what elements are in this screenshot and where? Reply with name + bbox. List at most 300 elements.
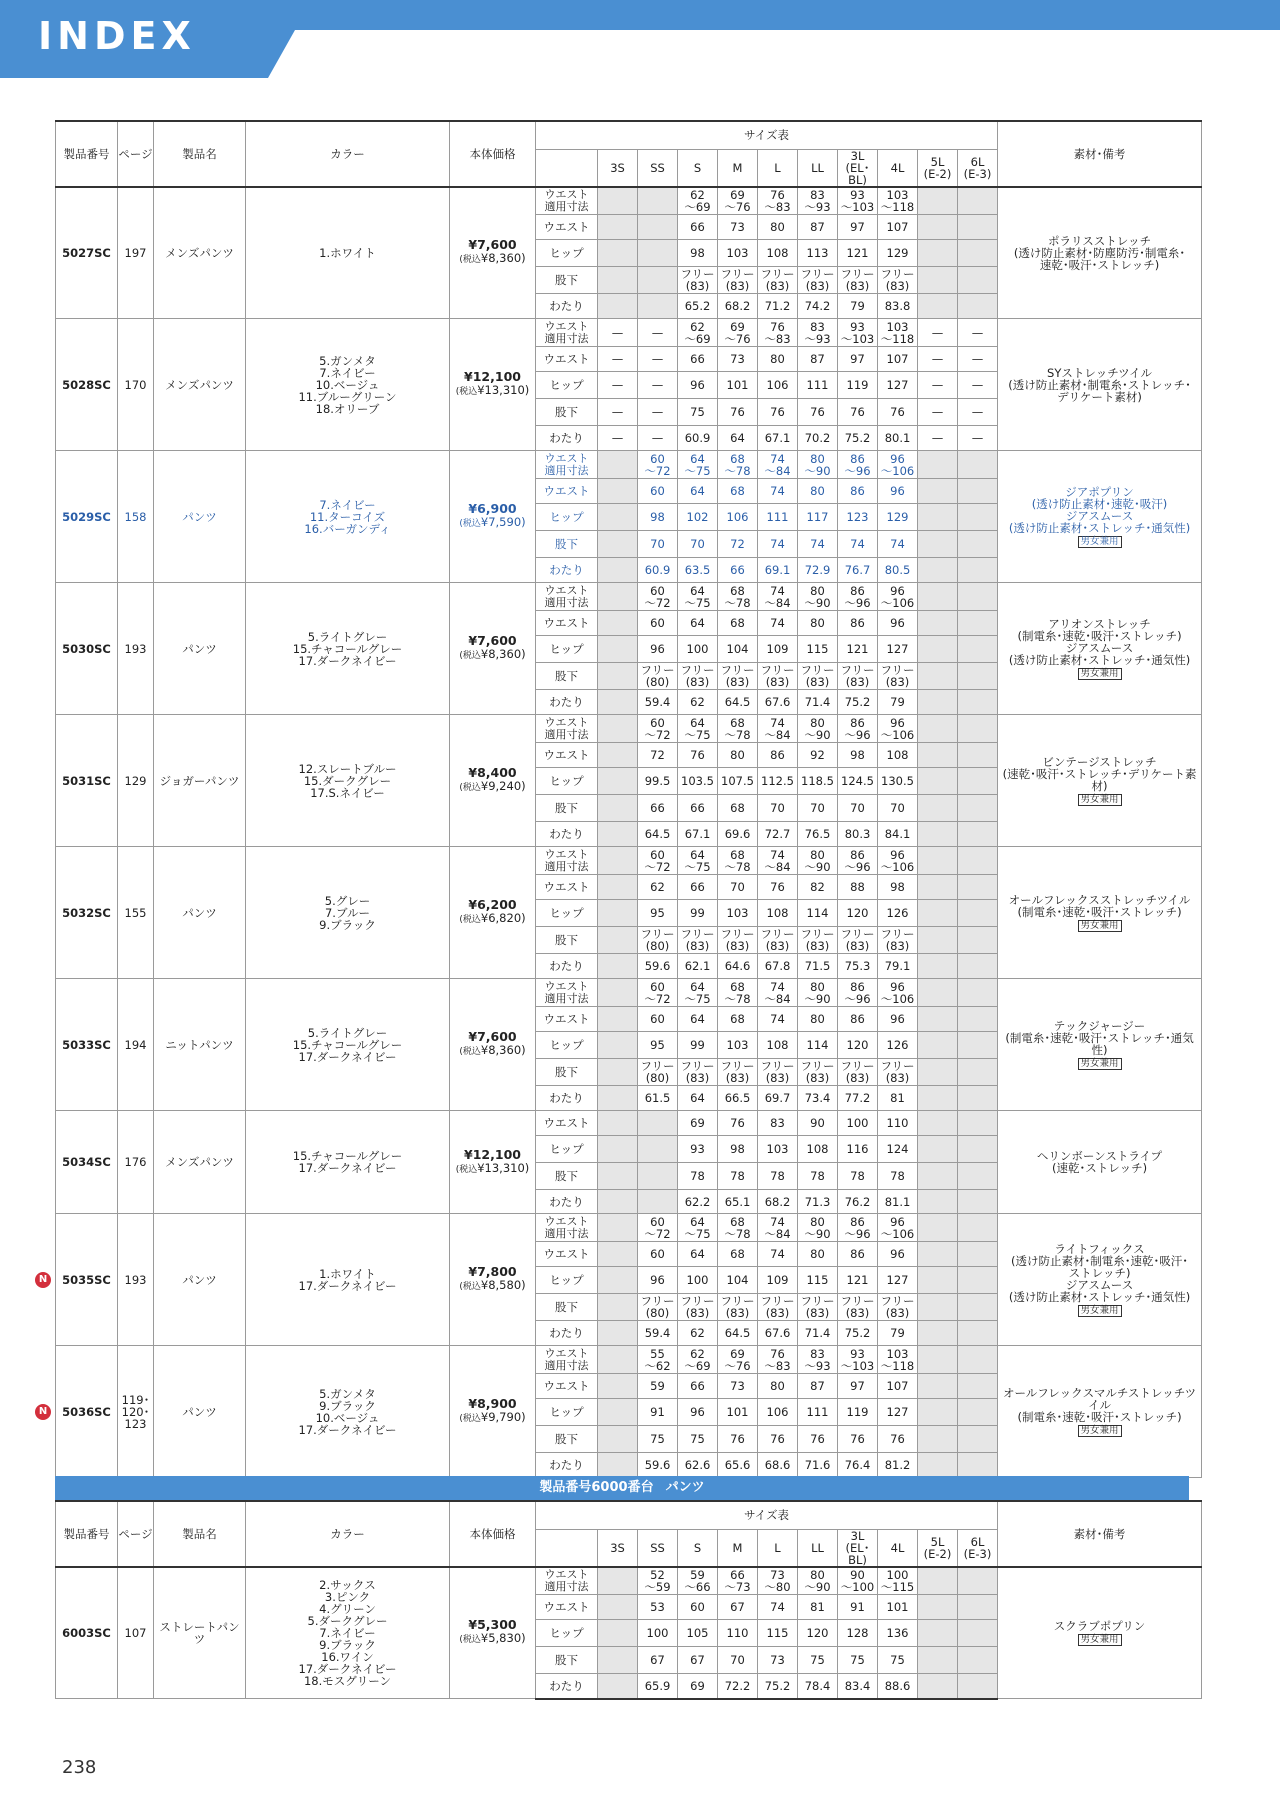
measure-label: わたり [536,1321,598,1346]
size-value: 70 [798,795,838,822]
col-header-size-5l: 5L (E-2) [918,1529,958,1567]
size-value: 124 [878,1136,918,1163]
size-value: 127 [878,636,918,663]
size-value: 64 〜75 [678,1214,718,1242]
size-value: 74 [758,479,798,504]
size-value: 76 [758,399,798,426]
measure-label: 股下 [536,267,598,294]
size-value: 96 [638,636,678,663]
size-value: 90 〜100 [838,1567,878,1595]
size-value: 68 [718,1007,758,1032]
price-cell [450,451,536,583]
size-value: 67.1 [758,426,798,451]
size-value [958,743,998,768]
size-value: 75.2 [838,690,878,715]
size-value: 93 〜103 [838,1346,878,1374]
measure-label: ヒップ [536,1399,598,1426]
size-value [958,611,998,636]
size-value: 74 〜84 [758,979,798,1007]
col-header-material: 素材･備考 [998,121,1202,187]
size-value: 101 [718,1399,758,1426]
size-value: 64 〜75 [678,847,718,875]
size-value [958,1032,998,1059]
size-value: 98 [678,240,718,267]
size-value [598,1111,638,1136]
size-value: 68.2 [758,1190,798,1214]
size-value: 120 [798,1620,838,1647]
page-ref: 170 [118,319,154,451]
size-value [598,504,638,531]
col-header-size-ll: LL [798,1529,838,1567]
size-value [918,1032,958,1059]
size-value: 62 [638,875,678,900]
col-header-name: 製品名 [154,121,246,187]
size-value: 65.6 [718,1453,758,1478]
size-value: — [598,426,638,451]
size-value [958,927,998,954]
size-value: 64 [718,426,758,451]
size-value: 100 [678,1267,718,1294]
size-value: 70 [678,531,718,558]
page-ref: 119･ 120･ 123 [118,1346,154,1478]
size-value: 60 〜72 [638,847,678,875]
size-value: 69.6 [718,822,758,847]
size-value: 96 [678,1399,718,1426]
size-value [918,768,958,795]
size-value: 88.6 [878,1674,918,1699]
material-notes: スクラブポプリン 男女兼用 [998,1567,1202,1699]
size-value: — [638,372,678,399]
size-value [638,187,678,215]
size-value: — [598,319,638,347]
size-value [598,1007,638,1032]
unisex-badge: 男女兼用 [1078,1058,1122,1070]
unisex-badge: 男女兼用 [1078,1634,1122,1646]
size-value: 68 〜78 [718,1214,758,1242]
size-value [638,267,678,294]
size-value: 65.1 [718,1190,758,1214]
size-value: 70 [838,795,878,822]
size-value [918,479,958,504]
size-value: 64 [678,1086,718,1111]
size-value: 74 〜84 [758,1214,798,1242]
size-value: 105 [678,1620,718,1647]
product-name: メンズパンツ [154,1111,246,1214]
size-value: 67.6 [758,1321,798,1346]
size-value: 60 〜72 [638,451,678,479]
size-value: 99.5 [638,768,678,795]
size-value [918,636,958,663]
size-value: 79 [878,1321,918,1346]
size-value [918,900,958,927]
measure-label: ヒップ [536,504,598,531]
size-value: 64 〜75 [678,979,718,1007]
size-value [918,558,958,583]
measure-label: わたり [536,1674,598,1699]
size-value: 74 〜84 [758,451,798,479]
size-value: 93 [678,1136,718,1163]
size-value [598,900,638,927]
size-value: 64.6 [718,954,758,979]
size-value [918,1242,958,1267]
measure-label: ヒップ [536,1267,598,1294]
size-value: 80 〜90 [798,583,838,611]
size-value: 126 [878,900,918,927]
measure-label: ウエスト 適用寸法 [536,1567,598,1595]
size-value [958,1059,998,1086]
size-value: 107.5 [718,768,758,795]
size-value [958,979,998,1007]
size-value: 76 [838,1426,878,1453]
size-value: 69 〜76 [718,319,758,347]
product-number: 5028SC [56,319,118,451]
size-value [918,1374,958,1399]
size-value: 69.7 [758,1086,798,1111]
material-notes: ポラリスストレッチ (透け防止素材･防塵防汚･制電糸･ 速乾･吸汗･ストレッチ) [998,187,1202,319]
col-header-size-s: S [678,1529,718,1567]
size-value: 86 〜96 [838,979,878,1007]
size-value: 108 [798,1136,838,1163]
size-value: 75 [638,1426,678,1453]
size-value [918,715,958,743]
col-header-size-ss: SS [638,149,678,187]
size-value: 91 [838,1595,878,1620]
size-value: 115 [758,1620,798,1647]
size-value: 74 〜84 [758,715,798,743]
size-value [918,1190,958,1214]
size-value: — [918,347,958,372]
size-value: 68.6 [758,1453,798,1478]
base-price: ¥6,900 [468,501,517,516]
product-name: ニットパンツ [154,979,246,1111]
size-value [598,1374,638,1399]
size-value: 121 [838,240,878,267]
product-name: パンツ [154,1346,246,1478]
size-value: フリー (83) [838,663,878,690]
measure-label: わたり [536,1190,598,1214]
size-value [598,979,638,1007]
size-value [598,583,638,611]
measure-label: ウエスト 適用寸法 [536,583,598,611]
size-value [958,1374,998,1399]
material-notes: アリオンストレッチ (制電糸･速乾･吸汗･ストレッチ) ジアスムース (透け防止素材･ストレッチ･通気性) 男女兼用 [998,583,1202,715]
size-value: 61.5 [638,1086,678,1111]
size-value: 103 [718,1032,758,1059]
size-value: 76 [798,1426,838,1453]
size-value: フリー (80) [638,663,678,690]
index-table-5000 [38,120,1202,1479]
size-value: 74 [798,531,838,558]
size-value [958,1426,998,1453]
section-label-category: パンツ [665,1480,705,1495]
size-value [958,451,998,479]
size-value: 80 [758,215,798,240]
size-value [958,1214,998,1242]
page-ref: 107 [118,1567,154,1699]
size-value: 86 〜96 [838,451,878,479]
size-value: 96 〜106 [878,847,918,875]
size-value: 71.6 [798,1453,838,1478]
size-value [598,768,638,795]
price-cell [450,715,536,847]
size-value: 60 [678,1595,718,1620]
material-notes: オールフレックスストレッチツイル (制電糸･速乾･吸汗･ストレッチ) 男女兼用 [998,847,1202,979]
size-value: 91 [638,1399,678,1426]
size-value: 68 [718,479,758,504]
unisex-badge: 男女兼用 [1078,794,1122,806]
size-value [918,1294,958,1321]
size-value: 96 〜106 [878,583,918,611]
size-value: 95 [638,1032,678,1059]
size-value: 96 〜106 [878,715,918,743]
size-value: 109 [758,636,798,663]
size-value: — [918,319,958,347]
size-value: 68 [718,1242,758,1267]
size-value: 79 [838,294,878,319]
size-value: 96 [678,372,718,399]
size-value: 109 [758,1267,798,1294]
size-value: 62 〜69 [678,1346,718,1374]
size-value: — [958,399,998,426]
product-row-5033SC [56,979,1202,1007]
size-value: 116 [838,1136,878,1163]
size-value: — [958,347,998,372]
size-value: 90 [798,1111,838,1136]
col-header-size-ss: SS [638,1529,678,1567]
size-value [958,875,998,900]
unisex-badge: 男女兼用 [1078,668,1122,680]
col-header-size-3l: 3L (EL･BL) [838,1529,878,1567]
size-value: 69 [678,1674,718,1699]
size-value: フリー (83) [718,1059,758,1086]
size-value [958,187,998,215]
size-value [598,847,638,875]
size-value [958,847,998,875]
measure-label: 股下 [536,399,598,426]
measure-label: ヒップ [536,1136,598,1163]
measure-label: ウエスト 適用寸法 [536,187,598,215]
size-value: 71.4 [798,690,838,715]
size-value [598,451,638,479]
size-value: 115 [798,1267,838,1294]
size-value: 86 [838,611,878,636]
size-value: 64 [678,479,718,504]
col-header-size-table: サイズ表 [536,1501,998,1529]
size-value: 73 [758,1647,798,1674]
size-value: フリー (83) [678,1294,718,1321]
size-value: 76 [758,1426,798,1453]
size-value: 70.2 [798,426,838,451]
size-value [958,1111,998,1136]
measure-label: ヒップ [536,768,598,795]
size-value: 87 [798,215,838,240]
size-value: 99 [678,900,718,927]
size-value: 80.3 [838,822,878,847]
base-price: ¥7,600 [468,633,517,648]
size-value [958,215,998,240]
size-value: フリー (80) [638,1294,678,1321]
size-value: 74 [838,531,878,558]
measure-label: わたり [536,426,598,451]
product-number: 5032SC [56,847,118,979]
size-value: 86 〜96 [838,847,878,875]
size-value: 79.1 [878,954,918,979]
size-value [918,1647,958,1674]
page-ref: 194 [118,979,154,1111]
size-value [598,822,638,847]
price-cell [450,1567,536,1699]
measure-label: ウエスト [536,1111,598,1136]
size-value: 103 〜118 [878,187,918,215]
size-value: 101 [718,372,758,399]
size-value [918,1620,958,1647]
size-value: 62 [678,690,718,715]
measure-label: ヒップ [536,1032,598,1059]
size-value [958,1190,998,1214]
size-value: 69 [678,1111,718,1136]
size-value [598,1620,638,1647]
base-price: ¥8,400 [468,765,517,780]
size-value [598,954,638,979]
size-value [918,1346,958,1374]
size-value: 114 [798,1032,838,1059]
size-value [918,1595,958,1620]
size-value: 59.4 [638,690,678,715]
size-value [598,479,638,504]
size-value: 80 [798,1242,838,1267]
size-value [918,215,958,240]
size-value [918,1567,958,1595]
size-value [598,1214,638,1242]
size-value: 74 [758,1007,798,1032]
page-ref: 129 [118,715,154,847]
measure-label: わたり [536,1453,598,1478]
measure-label: ウエスト [536,1242,598,1267]
size-value: 95 [638,900,678,927]
size-value: 64 〜75 [678,451,718,479]
size-value: 86 〜96 [838,1214,878,1242]
size-value [598,690,638,715]
size-value: 59.6 [638,1453,678,1478]
size-value: 78.4 [798,1674,838,1699]
size-value: 66 〜73 [718,1567,758,1595]
size-value [918,1007,958,1032]
size-value [958,1595,998,1620]
size-value: 108 [758,240,798,267]
size-value [958,504,998,531]
size-value: フリー (83) [718,927,758,954]
size-value: 67.6 [758,690,798,715]
product-row-5034SC [56,1111,1202,1136]
size-value: 67.8 [758,954,798,979]
size-value: 129 [878,504,918,531]
size-value: 75.3 [838,954,878,979]
size-value: 62.1 [678,954,718,979]
size-value: 76 〜83 [758,187,798,215]
size-value: 67 [638,1647,678,1674]
size-value: 52 〜59 [638,1567,678,1595]
size-value: 87 [798,347,838,372]
product-name: パンツ [154,583,246,715]
material-notes: ビンテージストレッチ (速乾･吸汗･ストレッチ･デリケート素材) 男女兼用 [998,715,1202,847]
size-value: フリー (80) [638,927,678,954]
size-value: 106 [718,504,758,531]
base-price: ¥6,200 [468,897,517,912]
size-value [958,1567,998,1595]
size-value: 92 [798,743,838,768]
size-value: 80 [758,1374,798,1399]
size-value: 66 [678,795,718,822]
size-value: 80 [798,611,838,636]
size-value: 71.4 [798,1321,838,1346]
size-value [918,1674,958,1699]
size-value: 111 [798,372,838,399]
measure-label: ウエスト [536,215,598,240]
size-value: 75 [838,1647,878,1674]
size-value: 69 〜76 [718,187,758,215]
size-value [918,663,958,690]
size-value: 83 〜93 [798,319,838,347]
col-header-measure [536,1529,598,1567]
page-ref: 158 [118,451,154,583]
size-value: フリー (83) [798,927,838,954]
size-value: 129 [878,240,918,267]
size-value: 71.5 [798,954,838,979]
size-value: 59 [638,1374,678,1399]
size-value [958,900,998,927]
measure-label: 股下 [536,531,598,558]
size-value: 110 [718,1620,758,1647]
size-value [918,795,958,822]
measure-label: ウエスト 適用寸法 [536,1346,598,1374]
size-value: 70 [718,1647,758,1674]
measure-label: ヒップ [536,372,598,399]
size-value: フリー (83) [758,927,798,954]
size-value: 59.4 [638,1321,678,1346]
color-list: 5.ライトグレー 15.チャコールグレー 17.ダークネイビー [246,583,450,715]
measure-label: ウエスト [536,743,598,768]
size-value: 106 [758,1399,798,1426]
col-header-price: 本体価格 [450,1501,536,1567]
size-value: 108 [878,743,918,768]
product-row-5035SC [56,1214,1202,1242]
size-value: フリー (83) [678,927,718,954]
measure-label: ウエスト 適用寸法 [536,715,598,743]
size-value: 80 〜90 [798,715,838,743]
size-value: 68 〜78 [718,847,758,875]
size-value [918,1267,958,1294]
size-value: 53 [638,1595,678,1620]
size-value: 75 [678,399,718,426]
size-value: フリー (83) [798,1294,838,1321]
size-value: 62 [678,1321,718,1346]
size-value: 108 [758,900,798,927]
size-value: 76 [718,399,758,426]
color-list: 2.サックス 3.ピンク 4.グリーン 5.ダークグレー 7.ネイビー 9.ブラック 16.ワイン 17.ダークネイビー 18.モスグリーン [246,1567,450,1699]
size-value: フリー (83) [718,267,758,294]
size-value: 119 [838,372,878,399]
product-name: メンズパンツ [154,319,246,451]
size-value [918,611,958,636]
size-value: 60 〜72 [638,979,678,1007]
size-value: — [598,399,638,426]
color-list: 5.グレー 7.ブルー 9.ブラック [246,847,450,979]
size-value: 72.2 [718,1674,758,1699]
product-row-5030SC [56,583,1202,611]
size-value: 81 [878,1086,918,1111]
size-value: 123 [838,504,878,531]
size-value [598,1267,638,1294]
